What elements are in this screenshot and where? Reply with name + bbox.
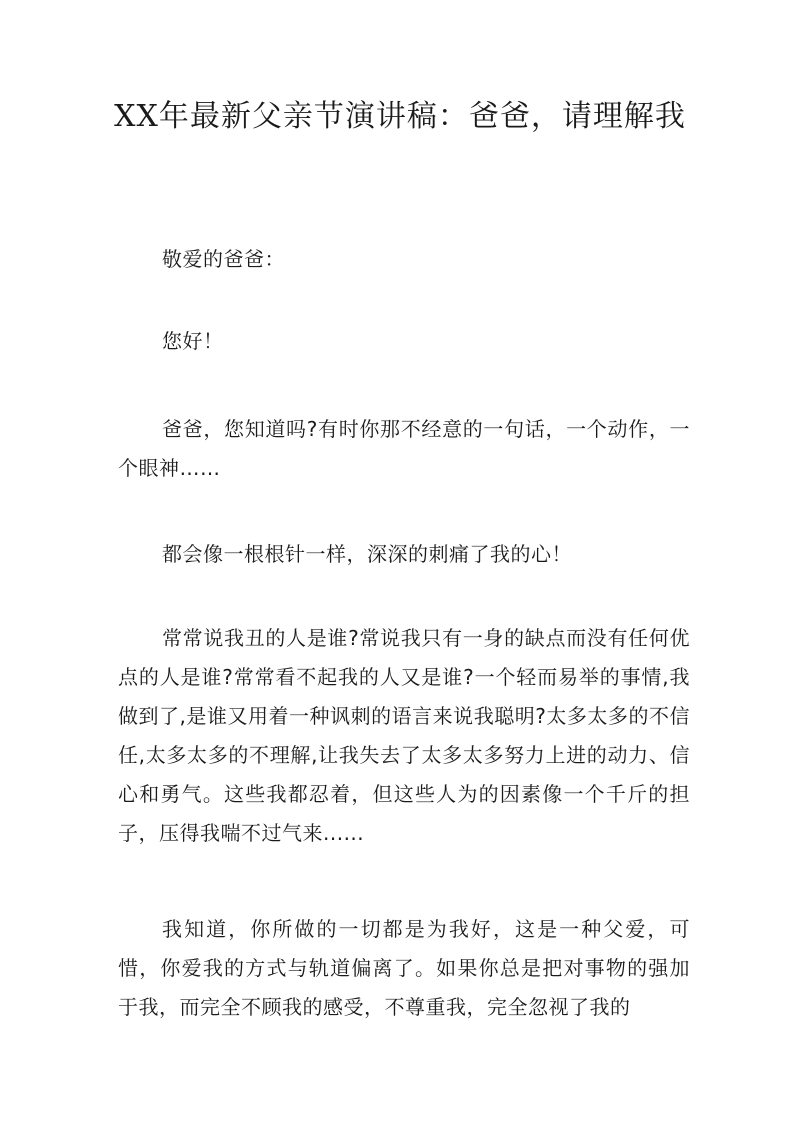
document-title: XX年最新父亲节演讲稿：爸爸，请理解我 [114,99,686,134]
body-paragraph: 常常说我丑的人是谁?常说我只有一身的缺点而没有任何优点的人是谁?常常看不起我的人又是谁?一个轻而易举的事情,我做到了,是谁又用着一种讽刺的语言来说我聪明?太多太多的不信任,太多太多的不理解,让我失去了太多太多努力上进的动力、信心和勇气。这些我都忍着，但这些人为的因素像一个千斤的担子，压得我喘不过气来...... [118,626,690,845]
body-paragraph: 都会像一根根针一样，深深的刺痛了我的心！ [162,542,572,566]
salutation-paragraph: 敬爱的爸爸： [162,247,285,271]
greeting-paragraph: 您好！ [162,329,224,353]
body-paragraph: 爸爸，您知道吗?有时你那不经意的一句话，一个动作，一个眼神…… [118,417,690,480]
body-paragraph: 我知道，你所做的一切都是为我好，这是一种父爱，可惜，你爱我的方式与轨道偏离了。如果你总是把对事物的强加于我，而完全不顾我的感受，不尊重我，完全忽视了我的 [118,917,690,1019]
